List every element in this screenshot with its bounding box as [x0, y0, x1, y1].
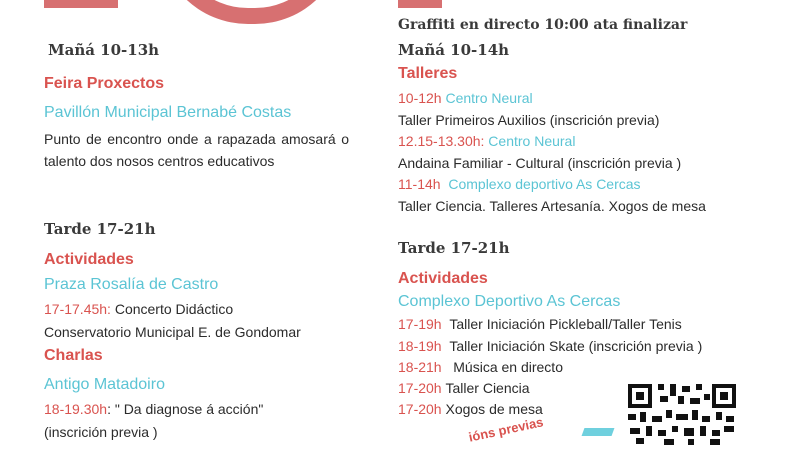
a3-time: 18-21h	[398, 359, 442, 375]
a2-time: 18-19h	[398, 338, 442, 354]
t1-time: 10-12h	[398, 90, 442, 106]
activity-3	[398, 359, 563, 375]
concert-time: 17-17.45h:	[44, 301, 111, 317]
right-morning-heading: Mañá 10-14h	[398, 41, 510, 59]
t3-text: Taller Ciencia. Talleres Artesanía. Xogos de mesa	[398, 198, 706, 214]
a4-time: 17-20h	[398, 380, 442, 396]
decorative-bar-right	[398, 0, 442, 8]
feira-title: Feira Proxectos	[44, 75, 165, 92]
activity-5	[398, 401, 543, 417]
t2-place: Centro Neural	[484, 133, 576, 149]
a5-text: Xogos de mesa	[445, 401, 543, 417]
taller-3-header	[398, 176, 641, 192]
qr-code-graphic	[626, 382, 738, 445]
actividades-place-right: Complexo Deportivo As Cercas	[398, 293, 621, 310]
talleres-title: Talleres	[398, 65, 458, 82]
a2-text: Taller Iniciación Skate (inscrición previa )	[449, 338, 703, 354]
t3-place: Complexo deportivo As Cercas	[448, 176, 641, 192]
a3-text: Música en directo	[453, 359, 563, 375]
t1-place: Centro Neural	[445, 90, 533, 106]
taller-1-header	[398, 90, 533, 106]
t3-time: 11-14h	[398, 176, 441, 192]
right-afternoon-heading: Tarde 17-21h	[398, 239, 510, 257]
actividades-place-left: Praza Rosalía de Castro	[44, 276, 219, 293]
decorative-bar-left	[44, 0, 118, 8]
left-actividades-title: Actividades	[44, 251, 134, 268]
right-actividades-title: Actividades	[398, 270, 488, 287]
bottom-partial-text: ións previas	[467, 414, 545, 445]
qr-code-icon[interactable]	[626, 382, 738, 445]
left-afternoon-heading: Tarde 17-21h	[44, 220, 156, 238]
taller-2-header	[398, 133, 575, 149]
activity-1	[398, 316, 682, 332]
charla-text: : " Da diagnose á acción"	[107, 401, 264, 417]
charla-time: 18-19.30h	[44, 401, 108, 417]
t1-text: Taller Primeiros Auxilios (inscrición previa)	[398, 112, 660, 128]
feira-place: Pavillón Municipal Bernabé Costas	[44, 104, 292, 121]
t2-text: Andaina Familiar - Cultural (inscrición previa )	[398, 155, 682, 171]
charla-note: (inscrición previa )	[44, 424, 158, 440]
conservatorio-text: Conservatorio Municipal E. de Gondomar	[44, 324, 301, 340]
t2-time: 12.15-13.30h:	[398, 133, 485, 149]
charlas-title: Charlas	[44, 347, 103, 364]
teal-arrow-shape	[582, 428, 615, 436]
a1-time: 17-19h	[398, 316, 442, 332]
concert-text: Concerto Didáctico	[110, 301, 234, 317]
activity-2	[398, 338, 702, 354]
feira-description: Punto de encontro onde a rapazada amosará o talento dos nosos centros educativos	[44, 131, 349, 169]
graffiti-line: Graffiti en directo 10:00 ata finalizar	[398, 17, 688, 33]
decorative-arc	[158, 0, 345, 24]
charlas-place: Antigo Matadoiro	[44, 376, 165, 393]
charla-line	[44, 401, 263, 417]
a1-text: Taller Iniciación Pickleball/Taller Tenis	[449, 316, 682, 332]
a4-text: Taller Ciencia	[445, 380, 530, 396]
concert-line	[44, 301, 233, 317]
a5-time: 17-20h	[398, 401, 442, 417]
activity-4	[398, 380, 530, 396]
left-morning-heading: Mañá 10-13h	[48, 41, 160, 59]
